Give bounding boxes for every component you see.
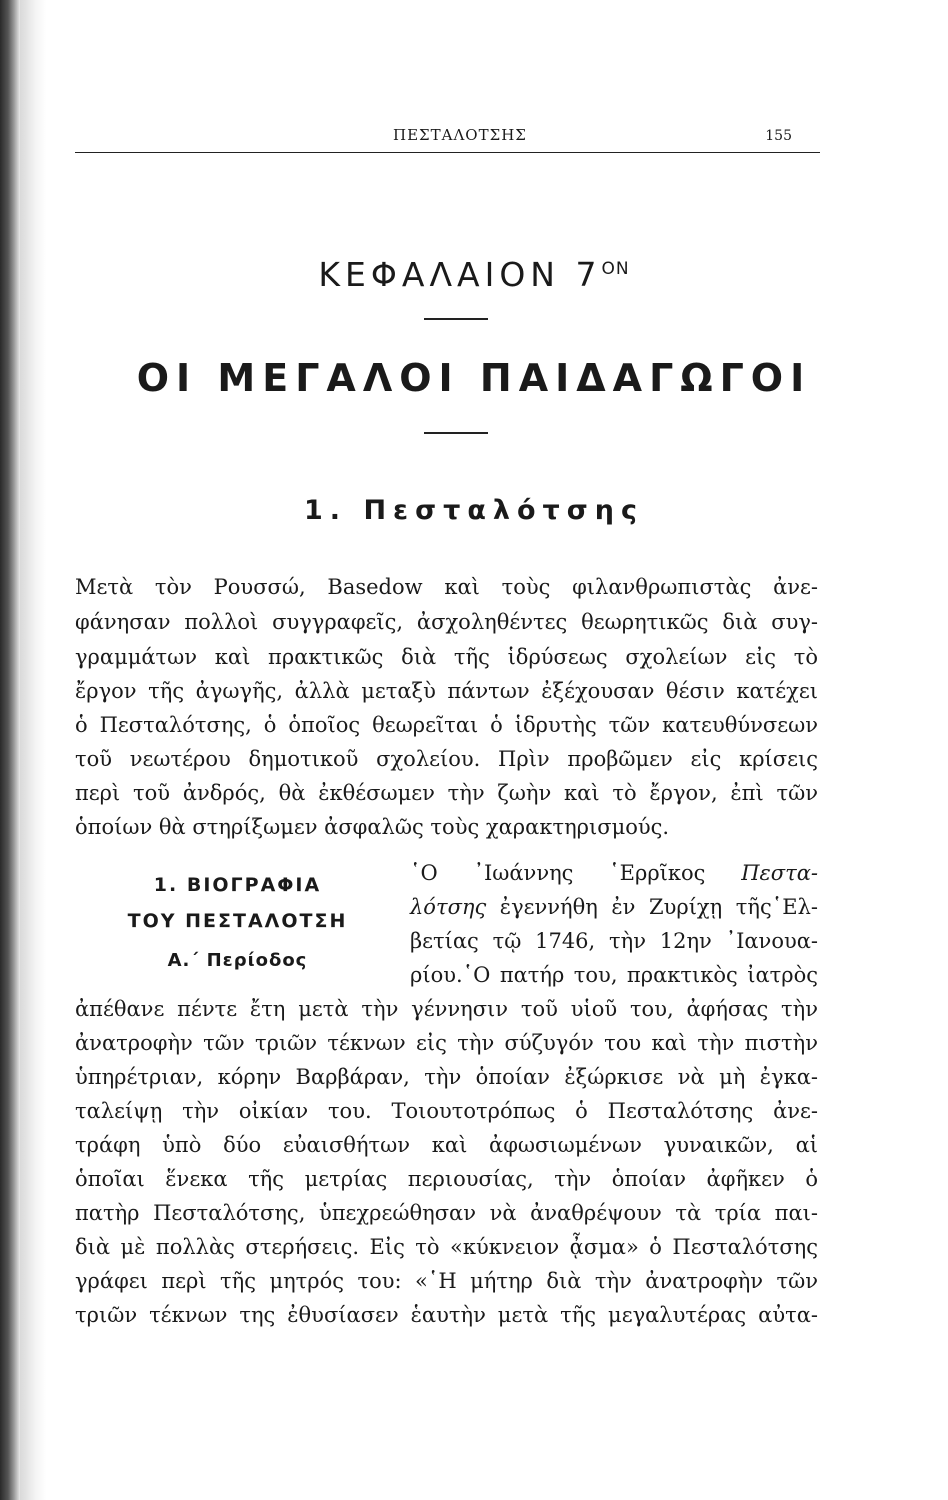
text-line: ἀνατροφὴν τῶν τριῶν τέκνων εἰς τὴν σύζυγόν του καὶ τὴν πιστὴν xyxy=(75,1031,818,1055)
text-line: ὁ Πεσταλότσης, ὁ ὁποῖος θεωρεῖται ὁ ἱδρυτὴς τῶν κατευθύνσεων xyxy=(75,713,818,737)
page-gutter xyxy=(20,0,46,1500)
text-line: ὑπηρέτριαν, κόρην Βαρβάραν, τὴν ὁποίαν ἐξώρκισε νὰ μὴ ἐγκα- xyxy=(75,1065,818,1089)
text-line: τράφη ὑπὸ δύο εὐαισθήτων καὶ ἀφωσιωμένων γυναικῶν, αἱ xyxy=(75,1133,818,1157)
text-run: ἐγεννήθη ἐν Ζυρίχῃ τῆς῾Ελ- xyxy=(486,895,818,919)
chapter-heading xyxy=(0,255,948,294)
wrapped-text-line: ρίου.῾Ο πατήρ του, πρακτικὸς ἰατρὸς xyxy=(410,963,818,987)
text-line: φάνησαν πολλοὶ συγγραφεῖς, ἀσχοληθέντες θεωρητικῶς διὰ συγ- xyxy=(75,610,818,634)
running-title: ΠΕΣΤΑΛΟΤΣΗΣ xyxy=(393,126,527,144)
text-line: ἔργον τῆς ἀγωγῆς, ἀλλὰ μεταξὺ πάντων ἐξέχουσαν θέσιν κατέχει xyxy=(75,679,818,703)
page-number: 155 xyxy=(765,128,792,144)
text-line: ὁποίων θὰ στηρίξωμεν ἀσφαλῶς τοὺς χαρακτηρισμούς. xyxy=(75,815,670,839)
running-header xyxy=(75,124,820,153)
chapter-ordinal: ΟΝ xyxy=(601,259,630,279)
wrapped-text-line: βετίας τῷ 1746, τὴν 12ην ᾿Ιανουα- xyxy=(410,929,818,953)
text-line: ἀπέθανε πέντε ἔτη μετὰ τὴν γέννησιν τοῦ υἱοῦ του, ἀφήσας τὴν xyxy=(75,997,818,1021)
wrapped-text-line xyxy=(410,856,818,890)
text-run: ῾Ο ᾿Ιωάννης ῾Ερρῖκος xyxy=(410,861,742,885)
sidehead-line: Α.΄ Περίοδος xyxy=(167,950,308,971)
chapter-label: ΚΕΦΑΛΑΙΟΝ 7 xyxy=(318,255,602,294)
text-line: πατὴρ Πεσταλότσης, ὑπεχρεώθησαν νὰ ἀναθρέψουν τὰ τρία παι- xyxy=(75,1201,818,1225)
sidehead-line: 1. ΒΙΟΓΡΑΦΙΑ xyxy=(153,874,322,896)
name-italic: λότσης xyxy=(410,895,487,919)
book-binding-shadow xyxy=(0,0,20,1500)
divider-rule-bottom xyxy=(424,432,488,434)
wrapped-text-line xyxy=(410,890,818,924)
text-line: γραμμάτων καὶ πρακτικῶς διὰ τῆς ἱδρύσεως σχολείων εἰς τὸ xyxy=(75,645,818,669)
text-line: τριῶν τέκνων της ἐθυσίασεν ἑαυτὴν μετὰ τῆς μεγαλυτέρας αὐτα- xyxy=(75,1303,818,1327)
text-line: διὰ μὲ πολλὰς στερήσεις. Εἰς τὸ «κύκνειον ᾆσμα» ὁ Πεσταλότσης xyxy=(75,1235,818,1259)
name-italic: Πεστα- xyxy=(741,861,818,885)
text-line: Μετὰ τὸν Ρουσσώ, Basedow καὶ τοὺς φιλανθρωπιστὰς ἀνε- xyxy=(75,575,818,599)
text-line: γράφει περὶ τῆς μητρός του: «῾Η μήτηρ διὰ τὴν ἀνατροφὴν τῶν xyxy=(75,1269,818,1293)
sidehead-line: ΤΟΥ ΠΕΣΤΑΛΟΤΣΗ xyxy=(127,910,348,932)
text-line: περὶ τοῦ ἀνδρός, θὰ ἐκθέσωμεν τὴν ζωὴν καὶ τὸ ἔργον, ἐπὶ τῶν xyxy=(75,781,818,805)
text-line: ταλείψῃ τὴν οἰκίαν του. Τοιουτοτρόπως ὁ Πεσταλότσης ἀνε- xyxy=(75,1099,818,1123)
chapter-title: ΟΙ ΜΕΓΑΛΟΙ ΠΑΙΔΑΓΩΓΟΙ xyxy=(136,356,812,400)
section-title: 1. Πεσταλότσης xyxy=(304,495,644,526)
divider-rule-top xyxy=(424,318,488,320)
text-line: ὁποῖαι ἕνεκα τῆς μετρίας περιουσίας, τὴν ὁποίαν ἀφῆκεν ὁ xyxy=(75,1167,818,1191)
text-line: τοῦ νεωτέρου δημοτικοῦ σχολείου. Πρὶν προβῶμεν εἰς κρίσεις xyxy=(75,747,818,771)
